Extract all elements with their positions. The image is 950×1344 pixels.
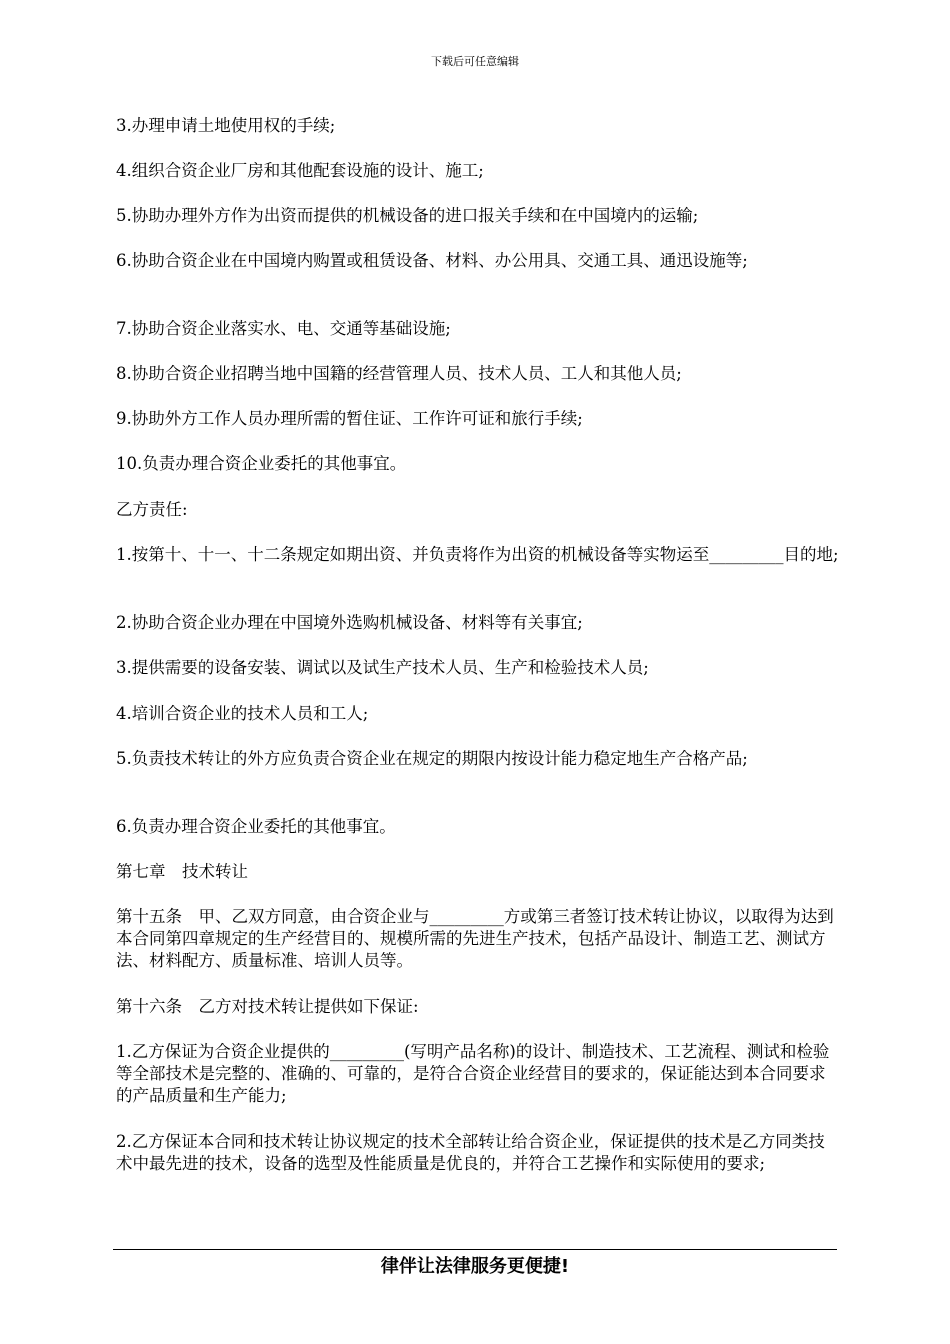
paragraph: 3.提供需要的设备安装、调试以及试生产技术人员、生产和检验技术人员;: [116, 658, 649, 677]
page-header: 下载后可任意编辑: [431, 55, 519, 68]
paragraph: 1.按第十、十一、十二条规定如期出资、并负责将作为出资的机械设备等实物运至_________目的地;: [116, 545, 839, 564]
paragraph: 9.协助外方工作人员办理所需的暂住证、工作许可证和旅行手续;: [116, 409, 583, 428]
paragraph: 5.协助办理外方作为出资而提供的机械设备的进口报关手续和在中国境内的运输;: [116, 206, 699, 225]
paragraph: 6.协助合资企业在中国境内购置或租赁设备、材料、办公用具、交通工具、通迅设施等;: [116, 251, 748, 270]
article-paragraph: 第十六条 乙方对技术转让提供如下保证:: [116, 997, 419, 1016]
paragraph: 7.协助合资企业落实水、电、交通等基础设施;: [116, 319, 451, 338]
paragraph: 3.办理申请土地使用权的手续;: [116, 116, 336, 135]
page-footer: 律伴让法律服务更便捷!: [380, 1256, 570, 1277]
paragraph: 2.乙方保证本合同和技术转让协议规定的技术全部转让给合资企业，保证提供的技术是乙方同类技术中最先进的技术，设备的选型及性能质量是优良的，并符合工艺操作和实际使用的要求;: [116, 1132, 825, 1173]
paragraph: 4.培训合资企业的技术人员和工人;: [116, 704, 369, 723]
section-label: 乙方责任:: [116, 500, 188, 519]
paragraph: 2.协助合资企业办理在中国境外选购机械设备、材料等有关事宜;: [116, 613, 583, 632]
paragraph: 10.负责办理合资企业委托的其他事宜。: [116, 454, 407, 473]
paragraph: 8.协助合资企业招聘当地中国籍的经营管理人员、技术人员、工人和其他人员;: [116, 364, 682, 383]
paragraph: 1.乙方保证为合资企业提供的_________(写明产品名称)的设计、制造技术、工艺流程、测试和检验等全部技术是完整的、准确的、可靠的，是符合合资企业经营目的要求的，保证能达到本合同要求的产品质量和生产能力;: [116, 1042, 830, 1105]
article-paragraph: 第十五条 甲、乙双方同意，由合资企业与_________方或第三者签订技术转让协议，以取得为达到本合同第四章规定的生产经营目的、规模所需的先进生产技术，包括产品设计、制造工艺、测试方法、材料配方、质量标准、培训人员等。: [116, 907, 834, 970]
paragraph: 5.负责技术转让的外方应负责合资企业在规定的期限内按设计能力稳定地生产合格产品;: [116, 749, 748, 768]
chapter-heading: 第七章 技术转让: [116, 862, 248, 881]
paragraph: 4.组织合资企业厂房和其他配套设施的设计、施工;: [116, 161, 484, 180]
paragraph: 6.负责办理合资企业委托的其他事宜。: [116, 817, 396, 836]
footer-divider: [113, 1249, 837, 1250]
